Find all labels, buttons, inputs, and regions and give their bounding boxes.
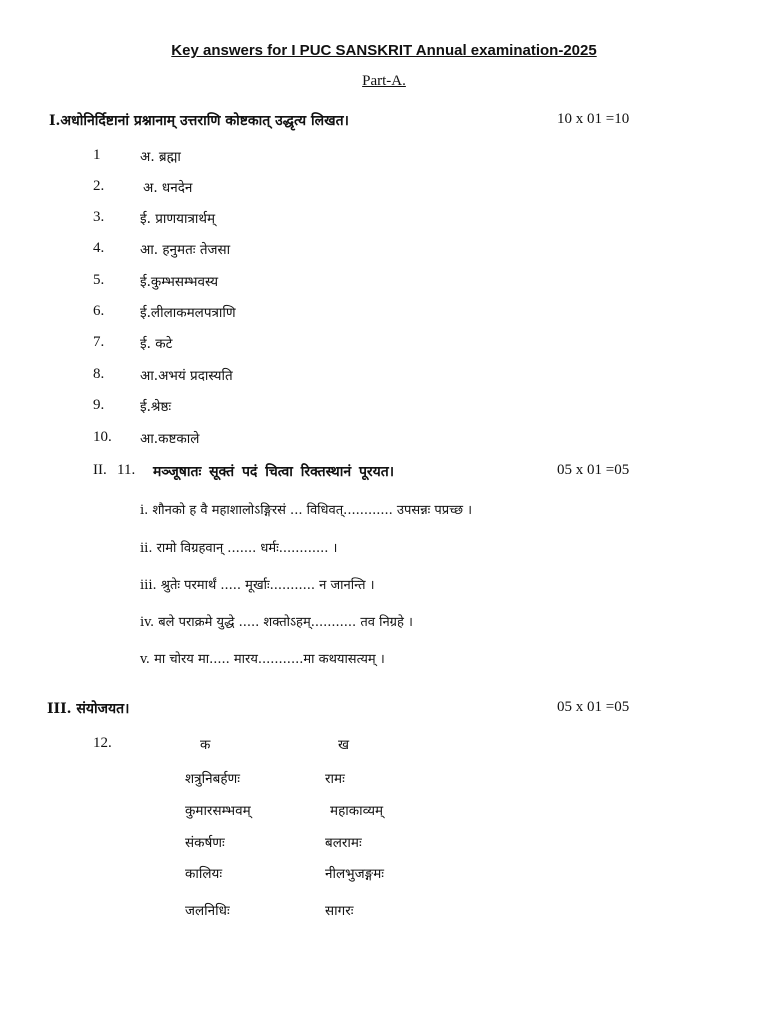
column-a-heading: क: [200, 737, 211, 753]
answer-number: 8.: [93, 366, 105, 382]
section-2-marks: 05 x 01 =05: [557, 462, 630, 478]
answer-number: 6.: [93, 303, 105, 319]
section-3-marks: 05 x 01 =05: [557, 699, 630, 715]
answer-text: ई.श्रेष्ठः: [140, 399, 172, 415]
match-left: संकर्षणः: [185, 835, 225, 851]
match-right: महाकाव्यम्: [330, 803, 384, 819]
fill-blank-item: v. मा चोरय मा..... मारय...........मा कथयासत्यम् ।: [140, 652, 385, 667]
section-2-question-number: 11.: [117, 462, 136, 478]
answer-number: 4.: [93, 240, 105, 256]
answer-text: ई. प्राणयात्रार्थम्: [140, 211, 216, 227]
answer-text: ई.कुम्भसम्भवस्य: [140, 274, 219, 290]
answer-number: 10.: [93, 429, 112, 445]
match-right: रामः: [325, 771, 345, 787]
answer-number: 9.: [93, 397, 105, 413]
answer-number: 2.: [93, 178, 105, 194]
match-right: सागरः: [325, 903, 354, 919]
match-right: नीलभुजङ्गमः: [325, 866, 384, 882]
answer-text: ई.लीलाकमलपत्राणि: [140, 305, 236, 321]
match-left: शत्रुनिबर्हणः: [185, 771, 240, 787]
match-left: कुमारसम्भवम्: [185, 803, 251, 819]
answer-text: आ. हनुमतः तेजसा: [140, 242, 231, 258]
answer-number: 7.: [93, 334, 105, 350]
document-title: Key answers for I PUC SANSKRIT Annual examination-2025: [171, 42, 597, 59]
part-heading: Part-A.: [362, 73, 406, 89]
section-1-heading: I.अधोनिर्दिष्टानां प्रश्नानाम् उत्तराणि कोष्टकात् उद्धृत्य लिखत।: [49, 113, 349, 129]
fill-blank-item: iii. श्रुतेः परमार्थं ..... मूर्खाः........... न जानन्ति ।: [140, 578, 375, 593]
fill-blank-item: ii. रामो विग्रहवान् ....... धर्मः............ ।: [140, 541, 338, 556]
fill-blank-item: i. शौनको ह वै महाशालोऽङ्गिरसं ... विधिवत्............ उपसन्नः पप्रच्छ ।: [140, 503, 473, 518]
answer-text: अ. धनदेन: [143, 180, 193, 196]
answer-text: अ. ब्रह्मा: [140, 149, 181, 165]
section-2-heading: मञ्जूषातः सूक्तं पदं चित्वा रिक्तस्थानं पूरयत।: [153, 464, 395, 480]
match-left: जलनिधिः: [185, 903, 230, 919]
section-3-question-number: 12.: [93, 735, 112, 751]
column-b-heading: ख: [338, 737, 350, 753]
answer-number: 1: [93, 147, 101, 163]
fill-blank-item: iv. बले पराक्रमे युद्धे ..... शक्तोऽहम्........... तव निग्रहे ।: [140, 615, 413, 630]
answer-text: आ.अभयं प्रदास्यति: [140, 368, 233, 384]
section-2-roman: II.: [93, 462, 107, 478]
answer-text: ई. कटे: [140, 336, 173, 352]
section-3-heading: III. संयोजयत।: [47, 701, 130, 717]
match-right: बलरामः: [325, 835, 362, 851]
section-1-marks: 10 x 01 =10: [557, 111, 630, 127]
match-left: कालियः: [185, 866, 223, 882]
answer-text: आ.कष्टकाले: [140, 431, 200, 447]
answer-number: 3.: [93, 209, 105, 225]
answer-number: 5.: [93, 272, 105, 288]
